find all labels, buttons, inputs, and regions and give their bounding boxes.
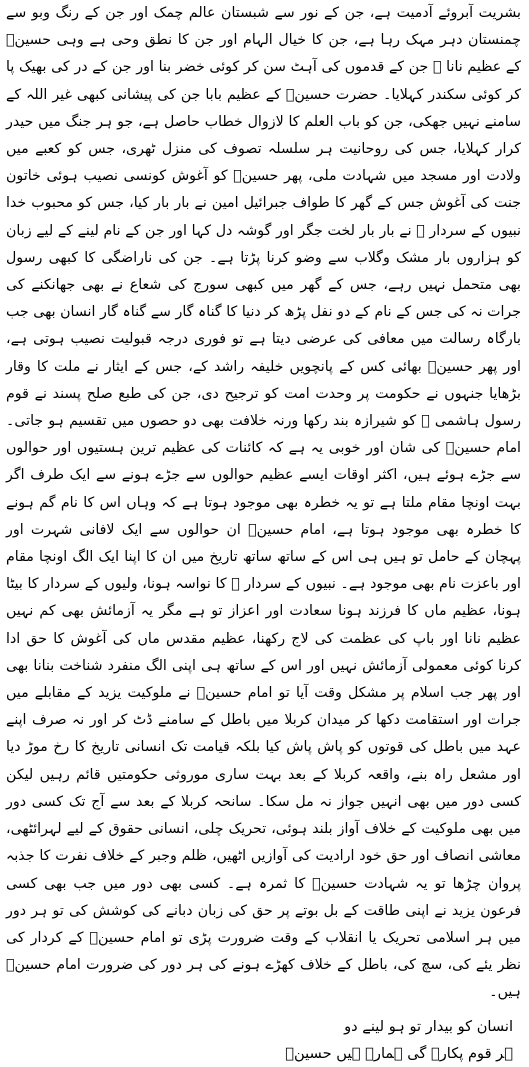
article-body — [6, 0, 521, 1007]
closing-verse — [6, 1013, 521, 1067]
verse-line-1: انسان کو بیدار تو ہو لینے دو — [344, 1017, 513, 1035]
verse-line-2: ہر قوم پکارے گی ہمارے ہیں حسینؑ — [285, 1044, 513, 1062]
article-paragraph: بشریت آبروئے آدمیت ہے، جن کے نور سے شبستان عالم چمک اور جن کے رنگ وبو سے چمنستان دہر مہک رہا ہے، جن کا خیال الہام اور جن کا نطق وحی ہے وہی حسینؑ کے عظیم نانا ﷺ جن کے قدموں کی آہٹ سن کر کوئی خضر بنا اور جن کے در کی بھیک پا کر کوئی سکندر کہلایا۔ حضرت حسینؑ کے عظیم بابا جن کی پیشانی کبھی غیر اللہ کے سامنے نہیں جھکی، جن کو باب العلم کا لازوال خطاب حاصل ہے، جو ہر جنگ میں حیدر کرار کہلایا، جس کی روحانیت ہر سلسلہ تصوف کی منزل ٹھری، جس کو کعبے میں ولادت اور مسجد میں شہادت ملی، پھر حسینؑ کو آغوش کونسی نصیب ہوئی خاتون جنت کی آغوش جس کے گھر کا طواف جبرائیل امین نے بار بار کیا، جس کو محبوب خدا نبیوں کے سردار ﷺ نے بار بار لخت جگر اور گوشہ دل کہا اور جن کے نام لینے کے لیے زبان کو ہزاروں بار مشک وگلاب سے وضو کرنا پڑتا ہے۔ جن کی ناراضگی کا کبھی رسول بھی متحمل نہیں رہے، جس کے گھر میں کبھی سورج کی شعاع نے بھی جھانکنے کی جرات نہ کی جس کے نام کے دو نفل پڑھ کر دنیا کا گناہ گار سے گناہ گار انسان بھی جب بارگاہ رسالت میں معافی کی عرضی دیتا ہے تو فوری درجہ قبولیت نصیب ہوتی ہے، اور پھر حسینؑ بھائی کس کے پانچویں خلیفہ راشد کے، جس کے ایثار نے ملت کا وقار بڑھایا جنہوں نے حکومت پر وحدت امت کو ترجیح دی، جن کی طبع صلح پسند نے قوم رسول ہاشمی ﷺ کو شیرازہ بند رکھا ورنہ خلافت بھی دو حصوں میں تقسیم ہو جاتی۔ امام حسینؑ کی شان اور خوبی یہ ہے کہ کائنات کی عظیم ترین ہستیوں اور حوالوں سے جڑے ہوئے ہیں، اکثر اوقات ایسے عظیم حوالوں سے جڑے ہونے سے ایک طرف اگر بہت اونچا مقام ملتا ہے تو یہ خطرہ بھی موجود ہوتا ہے کہ وہاں اس کا نام گم ہونے کا خطرہ بھی موجود ہوتا ہے، امام حسینؑ ان حوالوں سے ایک لافانی شہرت اور پہچان کے حامل تو ہیں ہی اس کے ساتھ ساتھ تاریخ میں ان کا اپنا ایک الگ اونچا مقام اور باعزت نام بھی موجود ہے۔ نبیوں کے سردار ﷺ کا نواسہ ہونا، ولیوں کے سردار کا بیٹا ہونا، عظیم ماں کا فرزند ہونا سعادت اور اعزاز تو ہے مگر یہ آزمائش بھی کم نہیں عظیم نانا اور باپ کی عظمت کی لاج رکھنا، عظیم مقدس ماں کی آغوش کا حق ادا کرنا کوئی معمولی آزمائش نہیں اور اس کے ساتھ ہی اپنی الگ منفرد شناخت بنانا بھی اور پھر جب اسلام پر مشکل وقت آیا تو امام حسینؑ نے ملوکیت یزید کے مقابلے میں جرات اور استقامت دکھا کر میدان کربلا میں باطل کے سامنے ڈٹ کر اور نہ صرف اپنے عہد میں باطل کی قوتوں کو پاش پاش کیا بلکہ قیامت تک انسانی تاریخ کا رخ موڑ دیا اور مشعل راہ بنے، واقعہ کربلا کے بعد بہت ساری موروثی حکومتیں قائم رہیں لیکن کسی دور میں بھی انہیں جواز نہ مل سکا۔ سانحہ کربلا کے بعد سے آج تک کسی دور میں بھی ملوکیت کے خلاف آواز بلند ہوئی، تحریک چلی، انسانی حقوق کے لیے لہرائٹھی، معاشی انصاف اور حق خود ارادیت کی آوازیں اٹھیں، ظلم وجبر کے خلاف نفرت کا جذبہ پروان چڑھا تو یہ شہادت حسینؑ کا ثمرہ ہے۔ کسی بھی دور میں جب بھی کسی فرعون یزید نے اپنی طاقت کے بل بوتے پر حق کی زبان دبانے کی کوشش کی تو ہر دور میں ہر اسلامی تحریک یا انقلاب کے وقت ضرورت پڑی تو امام حسینؑ کے کردار کی نظر یئے کی، سچ کی، باطل کے خلاف کھڑے ہونے کی ہر دور کی ضرورت امام حسینؑ ہیں۔ — [6, 5, 521, 1001]
